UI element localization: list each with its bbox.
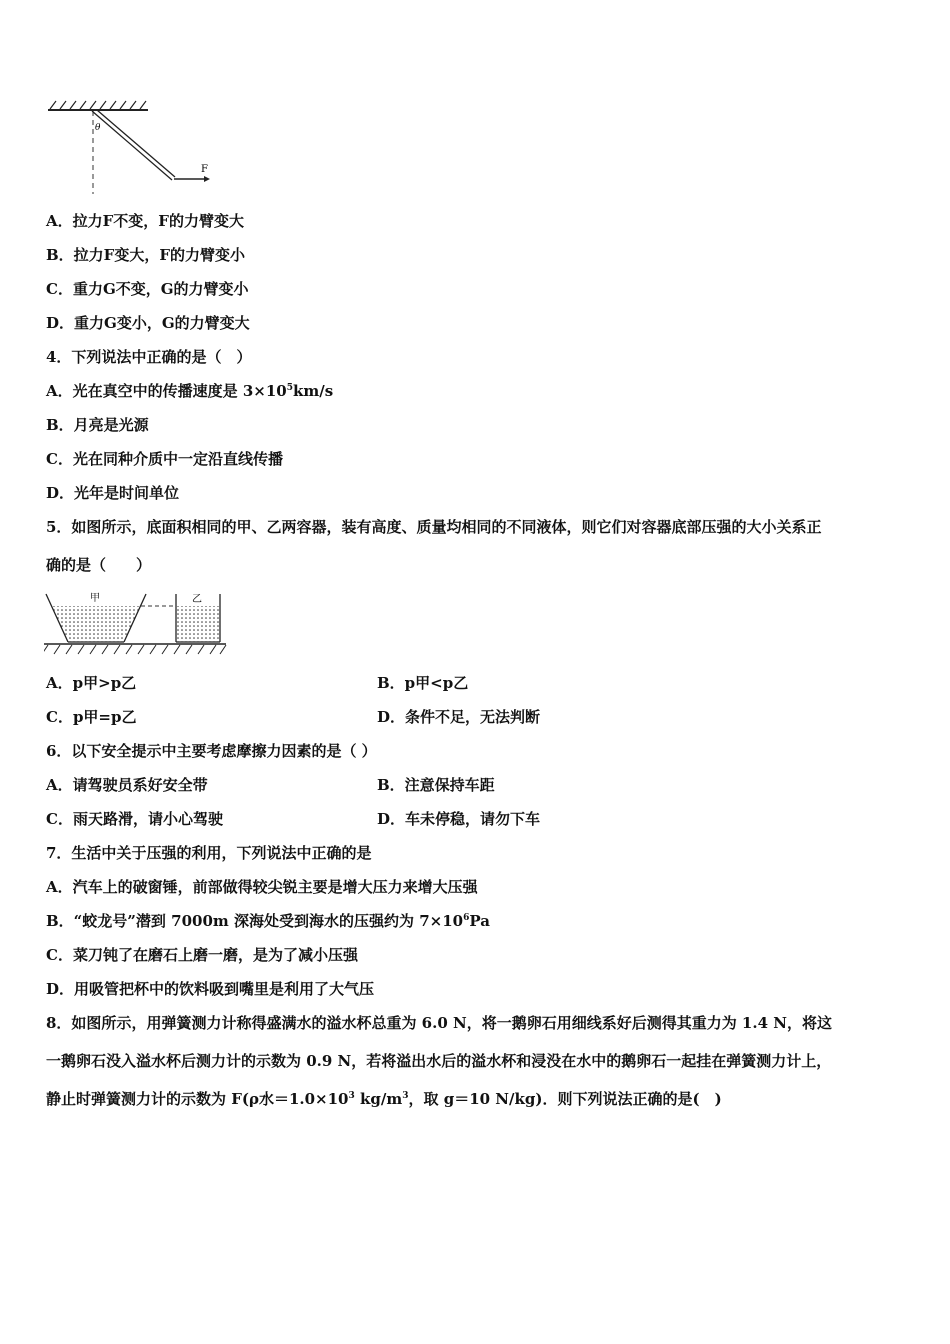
q8-line1: 8．如图所示，用弹簧测力计称得盛满水的溢水杯总重为 6.0 N，将一鹅卵石用细线系好后测得其重力为 1.4 N，将这: [46, 1014, 832, 1032]
q6-option-a: A．请驾驶员系好安全带: [46, 776, 208, 794]
q7-b-text: B．“蛟龙号”潜到 7000m 深海处受到海水的压强约为 7×10: [46, 912, 464, 930]
q4-a-exponent: 5: [286, 383, 294, 393]
q4-option-d: D．光年是时间单位: [46, 484, 180, 502]
q3-option-b: B．拉力F变大，F的力臂变小: [46, 246, 245, 264]
lever-rod: [92, 110, 175, 180]
q4-option-c: C．光在同种介质中一定沿直线传播: [46, 450, 283, 468]
q7-b-unit: Pa: [469, 912, 490, 930]
q8-exp-2: 3: [402, 1091, 409, 1101]
q7-option-d: D．用吸管把杯中的饮料吸到嘴里是利用了大气压: [46, 980, 375, 998]
q7-option-b: [46, 911, 490, 931]
container-jia-liquid: [51, 606, 141, 642]
q5-stem-line2: 确的是（ ）: [46, 556, 152, 574]
container-yi-liquid: [177, 606, 219, 642]
containers-figure: [44, 588, 230, 660]
q4-a-unit: km/s: [293, 382, 334, 400]
ground-hatch: [44, 645, 226, 654]
angle-label: θ: [95, 123, 101, 133]
ceiling-hatch: [50, 101, 146, 109]
q7-stem: 7．生活中关于压强的利用，下列说法中正确的是: [46, 844, 372, 862]
q4-stem: 4．下列说法中正确的是（ ）: [46, 348, 252, 366]
q6-option-b: B．注意保持车距: [377, 776, 495, 794]
q4-option-b: B．月亮是光源: [46, 416, 149, 434]
q8-line2: 一鹅卵石没入溢水杯后测力计的示数为 0.9 N，若将溢出水后的溢水杯和浸没在水中的鹅卵石一起挂在弹簧测力计上，: [46, 1052, 832, 1070]
q4-option-a: [46, 381, 333, 401]
q5-option-a: A．p甲>p乙: [46, 674, 137, 692]
q6-stem: 6．以下安全提示中主要考虑摩擦力因素的是（ ）: [46, 742, 377, 760]
label-jia: 甲: [90, 593, 100, 604]
q5-option-b: B．p甲<p乙: [377, 674, 469, 692]
q4-a-text: A．光在真空中的传播速度是 3×10: [46, 382, 287, 400]
label-yi: 乙: [192, 594, 202, 605]
lever-figure: [44, 98, 220, 198]
q3-option-d: D．重力G变小，G的力臂变大: [46, 314, 250, 332]
q8-line3-end: ，取 g＝10 N/kg)．则下列说法正确的是( ): [408, 1090, 722, 1108]
q8-line3-text: 静止时弹簧测力计的示数为 F(ρ水＝1.0×10: [46, 1090, 349, 1108]
q8-exp-1: 3: [348, 1091, 355, 1101]
q7-b-exponent: 6: [463, 913, 470, 923]
q8-line3-unit: kg/m: [354, 1090, 403, 1108]
force-label: F: [201, 164, 208, 175]
q6-option-d: D．车未停稳，请勿下车: [377, 810, 541, 828]
q5-stem-line1: 5．如图所示，底面积相同的甲、乙两容器，装有高度、质量均相同的不同液体，则它们对容器底部压强的大小关系正: [46, 518, 822, 536]
q5-option-c: C．p甲=p乙: [46, 708, 137, 726]
arrow-head-icon: [204, 176, 210, 182]
q5-option-d: D．条件不足，无法判断: [377, 708, 541, 726]
q3-option-a: A．拉力F不变，F的力臂变大: [46, 212, 244, 230]
q6-option-c: C．雨天路滑，请小心驾驶: [46, 810, 223, 828]
q7-option-a: A．汽车上的破窗锤，前部做得较尖锐主要是增大压力来增大压强: [46, 878, 478, 896]
q7-option-c: C．菜刀钝了在磨石上磨一磨，是为了减小压强: [46, 946, 358, 964]
q8-line3: [46, 1089, 722, 1109]
q3-option-c: C．重力G不变，G的力臂变小: [46, 280, 249, 298]
